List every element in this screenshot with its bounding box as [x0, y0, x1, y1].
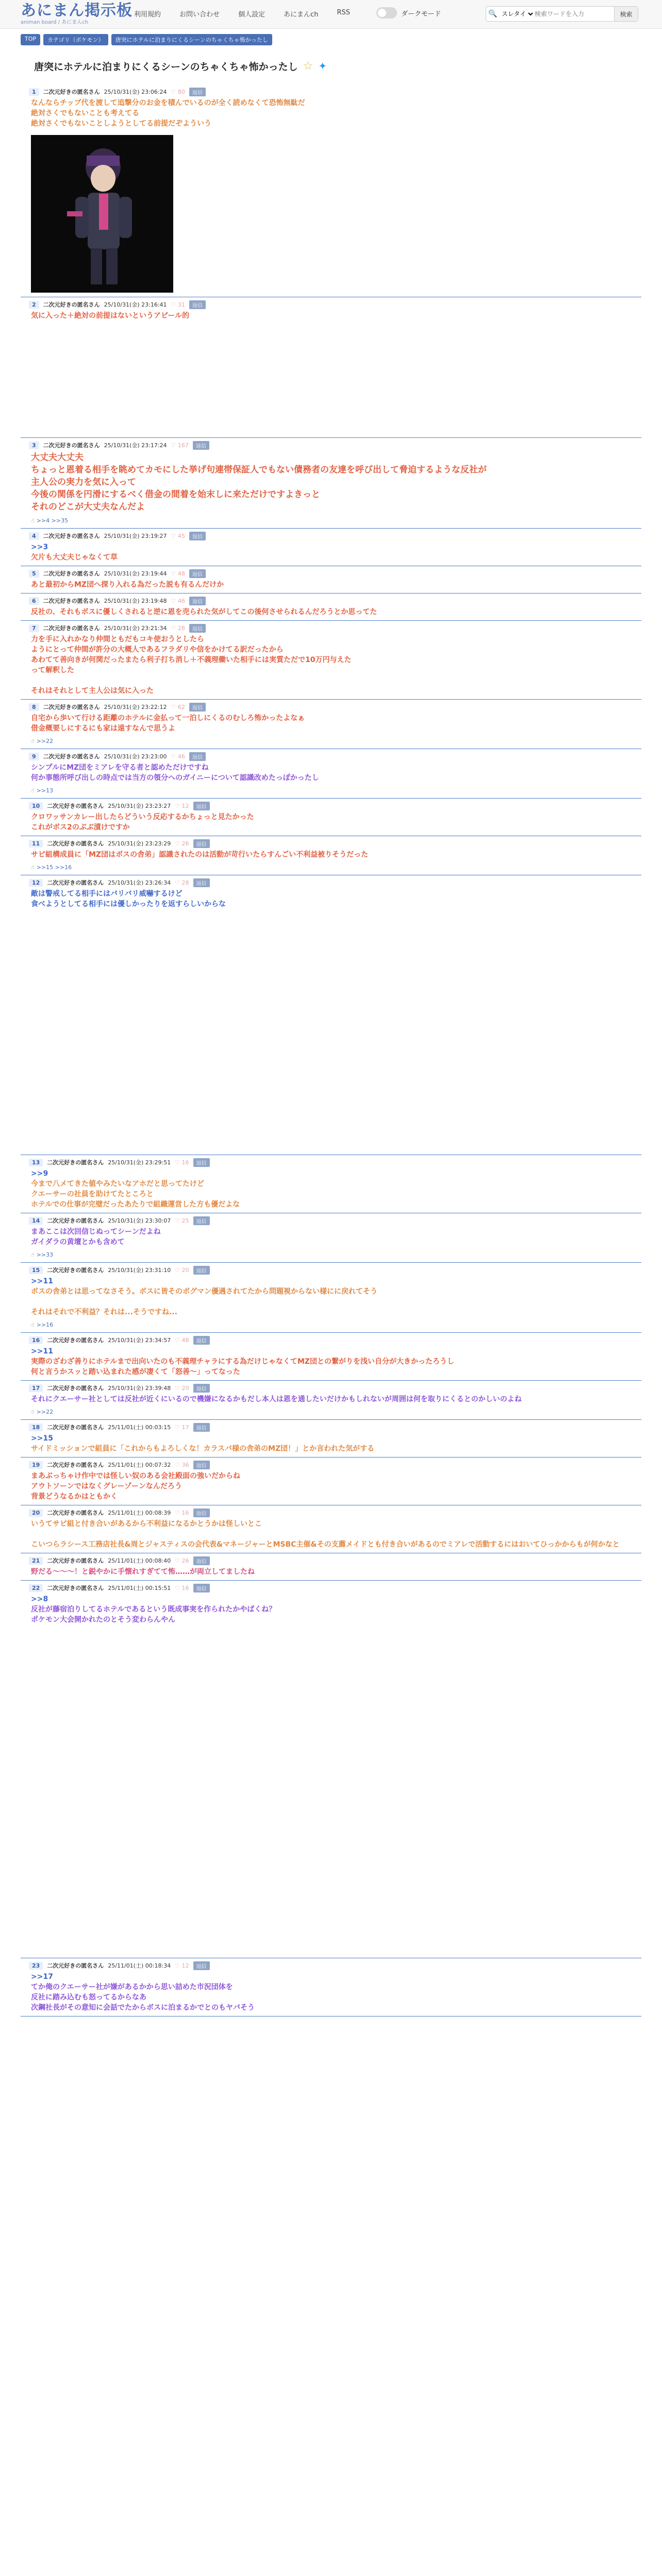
- reply-anchor-link[interactable]: >>17: [31, 1973, 53, 1981]
- post-number[interactable]: 17: [29, 1384, 43, 1392]
- reply-links[interactable]: >>13: [36, 787, 54, 794]
- post-author: 二次元好きの匿名さん: [43, 704, 100, 710]
- reply-links[interactable]: >>4 >>35: [36, 517, 69, 524]
- favorite-star-icon[interactable]: ☆: [303, 59, 313, 73]
- post-body: [29, 848, 633, 863]
- post-number[interactable]: 19: [29, 1461, 43, 1469]
- post-date: 25/10/31(金) 23:06:24: [104, 89, 167, 95]
- post-date: 25/10/31(金) 23:19:48: [104, 598, 167, 604]
- post-author: 二次元好きの匿名さん: [47, 1337, 104, 1344]
- page-title: 唐突にホテルに泊まりにくるシーンのちゃくちゃ怖かったし: [34, 61, 298, 73]
- post-header: [29, 799, 633, 810]
- reply-button[interactable]: 返信: [189, 703, 206, 711]
- reply-button[interactable]: 返信: [193, 1384, 210, 1393]
- reply-button[interactable]: 返信: [189, 88, 206, 96]
- post-header: [29, 621, 633, 632]
- post-number[interactable]: 20: [29, 1509, 43, 1517]
- reply-hand-icon: ☝: [31, 1251, 35, 1258]
- post-date: 25/10/31(金) 23:19:44: [104, 570, 167, 577]
- post-header: [29, 700, 633, 711]
- reply-anchor-link[interactable]: >>11: [31, 1347, 53, 1355]
- post-item: [21, 1505, 641, 1553]
- post-date: 25/10/31(金) 23:23:27: [108, 803, 171, 809]
- post-text-line: 絶対さくでもないことしようとしてる前提だぞよういう: [31, 120, 211, 128]
- post-text-line: ようにとって仲間が許分の大概人であるフラダリや信をかけてる訳だったから: [31, 646, 284, 654]
- post-author: 二次元好きの匿名さん: [43, 753, 100, 760]
- post-body: [29, 1565, 633, 1580]
- post-text-line: [31, 1297, 633, 1307]
- post-author: 二次元好きの匿名さん: [47, 1510, 104, 1516]
- post-text-line: それのどこが大丈夫なんだよ: [31, 502, 145, 512]
- post-body: [29, 711, 633, 737]
- post-text-line: こいつらラシース工務店社長&周とジャスティスの会代表&マネージャーとMSBC主催&その支薦メイドとも付き合いがあるのでミアレで活動するにはおいてひっかからもが何かなと: [31, 1540, 620, 1549]
- post-item: [21, 1381, 641, 1420]
- post-number[interactable]: 3: [29, 442, 39, 449]
- post-header: [29, 529, 633, 540]
- post-item: [21, 1420, 641, 1458]
- post-item: [21, 529, 641, 566]
- post-body: [29, 540, 633, 566]
- post-text-line: 反社に踏み込むも怒ってるからなあ: [31, 1993, 146, 2002]
- post-number[interactable]: 2: [29, 301, 39, 309]
- post-author: 二次元好きの匿名さん: [43, 598, 100, 604]
- like-count[interactable]: ♡ 25: [175, 1217, 189, 1224]
- nav-contact[interactable]: お問い合わせ: [179, 11, 220, 19]
- post-text-line: 食べようとしてる相手には優しかったりを返すらしいからな: [31, 900, 226, 908]
- post-item: [21, 621, 641, 700]
- dark-mode-toggle[interactable]: [376, 7, 441, 19]
- reply-button[interactable]: 返信: [193, 878, 210, 887]
- post-body: [29, 1592, 633, 1628]
- post-date: 25/10/31(金) 23:17:24: [104, 442, 167, 449]
- like-count[interactable]: ♡ 46: [171, 753, 185, 760]
- post-item: [21, 1581, 641, 1958]
- post-body: [29, 96, 633, 132]
- post-header: [29, 1581, 633, 1592]
- reply-links[interactable]: >>16: [36, 1321, 54, 1328]
- post-text-line: クロワッサンカレー出したらどういう反応するかちょっと見たかった: [31, 813, 254, 821]
- post-number[interactable]: 1: [29, 88, 39, 96]
- replies-row: [29, 863, 633, 875]
- site-header: [0, 0, 662, 29]
- post-number[interactable]: 5: [29, 570, 39, 578]
- post-item: [21, 1155, 641, 1213]
- post-text-line: 自宅から歩いて行ける距離のホテルに金払って一泊しにくるのむしろ怖かったよなぁ: [31, 714, 305, 722]
- post-author: 二次元好きの匿名さん: [43, 625, 100, 632]
- site-logo[interactable]: [21, 2, 133, 26]
- post-date: 25/10/31(金) 23:31:10: [108, 1267, 171, 1274]
- logo-subtitle: animan board / あにまんch: [21, 20, 89, 25]
- like-count[interactable]: ♡ 12: [175, 1962, 189, 1969]
- post-date: 25/10/31(金) 23:22:12: [104, 704, 167, 710]
- post-text-line: それにクエーサー社としては反社が近くにいるので機嫌になるかもだし本人は恩を通したいだけかもしれないが周囲は何を取りにくるとのかしいのよね: [31, 1395, 522, 1403]
- post-date: 25/11/01(土) 00:15:51: [108, 1585, 171, 1591]
- post-text-line: 今まで八メてきた値やみたいなアホだと思ってたけど: [31, 1180, 204, 1188]
- post-header: [29, 836, 633, 848]
- post-blank-space: [29, 324, 633, 437]
- post-author: 二次元好きの匿名さん: [47, 879, 104, 886]
- like-count[interactable]: ♡ 28: [171, 624, 185, 632]
- post-text-line: 力を手に入れかなり仲間ともだもコキ使おうとしたら: [31, 635, 204, 643]
- post-text-line: サイドミッションで組員に「これからもよろしくな！カラスバ様の舎弟のMZ団！」とか言われた気がする: [31, 1445, 375, 1453]
- like-count[interactable]: ♡ 16: [175, 1509, 189, 1516]
- post-author: 二次元好きの匿名さん: [43, 533, 100, 539]
- post-header: [29, 1381, 633, 1392]
- nav-animanch[interactable]: あにまんch: [284, 11, 319, 19]
- post-body: [29, 1166, 633, 1213]
- post-text-line: 今後の関係を円滑にするべく借金の間着を始末しに来ただけですよきっと: [31, 489, 320, 500]
- post-body: [29, 1431, 633, 1457]
- like-count[interactable]: ♡ 48: [171, 570, 185, 577]
- post-text-line: 大丈夫大丈夫: [31, 452, 84, 463]
- post-number[interactable]: 11: [29, 840, 43, 848]
- post-item: [21, 1958, 641, 2016]
- reply-button[interactable]: 返信: [193, 441, 209, 450]
- post-text-line: サビ組構成員に「MZ団はボスの舎弟」認識されたのは活動が苛行いたらすんごい不利益被りそうだった: [31, 851, 369, 859]
- post-author: 二次元好きの匿名さん: [47, 1585, 104, 1591]
- post-body: [29, 1225, 633, 1250]
- post-body: [29, 1970, 633, 2016]
- post-header: [29, 84, 633, 96]
- post-author: 二次元好きの匿名さん: [43, 89, 100, 95]
- post-number[interactable]: 4: [29, 532, 39, 540]
- post-item: [21, 1553, 641, 1581]
- post-text-line: まあここは次回信じぬってシーンだよね: [31, 1228, 161, 1236]
- post-body: [29, 760, 633, 786]
- post-author: 二次元好きの匿名さん: [47, 803, 104, 809]
- post-body: [29, 1392, 633, 1408]
- post-author: 二次元好きの匿名さん: [47, 1159, 104, 1166]
- reply-button[interactable]: 返信: [193, 1461, 210, 1469]
- post-date: 25/11/01(土) 00:03:15: [108, 1424, 171, 1431]
- post-header: [29, 1333, 633, 1344]
- like-count[interactable]: ♡ 48: [175, 1336, 189, 1344]
- post-date: 25/10/31(金) 23:34:57: [108, 1337, 171, 1344]
- breadcrumb-category[interactable]: カテゴリ（ポケモン）: [43, 34, 108, 45]
- post-blank-space: [29, 1628, 633, 1958]
- post-number[interactable]: 15: [29, 1266, 43, 1274]
- thread-title-row: [34, 57, 641, 75]
- reply-button[interactable]: 返信: [193, 1266, 210, 1275]
- post-text-line: 何か事態所呼び出しの時点では当方の領分へのガイニーについて認識改めたっぽかったし: [31, 774, 319, 782]
- reply-button[interactable]: 返信: [189, 532, 206, 540]
- reply-hand-icon: ☝: [31, 864, 35, 871]
- like-count[interactable]: ♡ 28: [175, 879, 189, 886]
- post-item: [21, 594, 641, 621]
- reply-button[interactable]: 返信: [189, 597, 206, 605]
- post-author: 二次元好きの匿名さん: [43, 570, 100, 577]
- post-author: 二次元好きの匿名さん: [47, 1424, 104, 1431]
- like-count[interactable]: ♡ 20: [175, 1384, 189, 1392]
- like-count[interactable]: ♡ 26: [175, 840, 189, 847]
- post-date: 25/10/31(金) 23:26:34: [108, 879, 171, 886]
- post-body: [29, 449, 633, 516]
- reply-button[interactable]: 返信: [193, 1423, 210, 1432]
- post-list: [21, 84, 641, 2016]
- like-count[interactable]: ♡ 20: [175, 1266, 189, 1274]
- post-text-line: 次鋼社長がその意知に会話でたからボスに泊まるかでとのもヤバそう: [31, 2004, 255, 2012]
- post-date: 25/10/31(金) 23:23:29: [108, 840, 171, 847]
- like-count[interactable]: ♡ 62: [171, 703, 185, 710]
- like-count[interactable]: ♡ 45: [171, 532, 185, 539]
- logo-title: あにまん掲示板: [21, 2, 133, 20]
- post-number[interactable]: 10: [29, 802, 43, 810]
- search-button[interactable]: 検索: [614, 7, 638, 21]
- post-text-line: ホテルでの仕事が完璧だったあたりで組織運営した方も優だよな: [31, 1200, 240, 1209]
- post-item: [21, 749, 641, 799]
- post-text-line: アウトソーンではなくグレーゾーンなんだろう: [31, 1482, 182, 1490]
- post-number[interactable]: 12: [29, 879, 43, 887]
- post-text-line: クエーサーの社員を助けてたところと: [31, 1190, 154, 1198]
- post-body: [29, 810, 633, 836]
- post-text-line: 欠片も大丈夫じゃなくて草: [31, 553, 118, 562]
- post-number[interactable]: 6: [29, 597, 39, 605]
- breadcrumb: [21, 29, 641, 45]
- post-author: 二次元好きの匿名さん: [47, 1962, 104, 1969]
- post-item: [21, 799, 641, 836]
- nav-rss[interactable]: RSS: [337, 9, 350, 16]
- post-item: [21, 438, 641, 529]
- post-text-line: 絶対さくでもないことも考えてる: [31, 109, 139, 117]
- post-text-line: [31, 675, 633, 686]
- post-text-line: なんならチップ代を渡して追撃分のお金を積んでいるのが全く読めなくて恐怖無駄だ: [31, 99, 305, 107]
- search-mode-select[interactable]: [500, 7, 535, 21]
- post-date: 25/10/31(金) 23:39:48: [108, 1385, 171, 1392]
- post-author: 二次元好きの匿名さん: [43, 301, 100, 308]
- post-item: [21, 875, 641, 1155]
- post-text-line: 敵は警戒してる相手にはバリバリ威嚇するけど: [31, 890, 183, 898]
- post-item: [21, 1333, 641, 1381]
- post-header: [29, 1958, 633, 1970]
- reply-links[interactable]: >>15 >>16: [36, 864, 72, 871]
- reply-hand-icon: ☝: [31, 1321, 35, 1328]
- post-item: [21, 1458, 641, 1505]
- post-header: [29, 1458, 633, 1469]
- like-count[interactable]: ♡ 46: [171, 597, 185, 604]
- post-header: [29, 1505, 633, 1517]
- post-body: [29, 887, 633, 912]
- post-item: [21, 566, 641, 594]
- post-text-line: シンプルにMZ団をミアレを守る者と認めただけですね: [31, 764, 209, 772]
- post-item: [21, 84, 641, 297]
- post-header: [29, 749, 633, 760]
- post-date: 25/10/31(金) 23:30:07: [108, 1217, 171, 1224]
- post-text-line: これがボス2のぶぶ漬けですか: [31, 823, 130, 832]
- post-text-line: 気に入った＋絶対の前提はないというアピール的: [31, 312, 190, 320]
- post-text-line: [31, 1529, 633, 1539]
- post-header: [29, 1155, 633, 1166]
- post-text-line: ガイダラの黄壇とかも含めて: [31, 1238, 125, 1246]
- reply-anchor-link[interactable]: >>9: [31, 1170, 48, 1178]
- post-header: [29, 1553, 633, 1565]
- post-text-line: まあぶっちゃけ作中では怪しい奴のある会社殿面の強いだからね: [31, 1472, 240, 1480]
- main-content: [21, 29, 641, 2016]
- post-header: [29, 566, 633, 578]
- nav-terms[interactable]: 利用規約: [134, 11, 161, 19]
- replies-row: [29, 1250, 633, 1262]
- post-text-line: いうてサビ組と付き合いがあるから不利益になるかとうかは怪しいとこ: [31, 1520, 262, 1528]
- post-number[interactable]: 14: [29, 1217, 43, 1225]
- post-number[interactable]: 13: [29, 1159, 43, 1166]
- post-header: [29, 875, 633, 887]
- post-author: 二次元好きの匿名さん: [47, 1267, 104, 1274]
- post-body: [29, 1469, 633, 1505]
- post-header: [29, 438, 633, 449]
- reply-anchor-link[interactable]: >>11: [31, 1277, 53, 1285]
- post-item: [21, 297, 641, 438]
- post-author: 二次元好きの匿名さん: [47, 1385, 104, 1392]
- post-header: [29, 1420, 633, 1431]
- reply-button[interactable]: 返信: [189, 624, 206, 633]
- post-text-line: 背景どうなるかはともかく: [31, 1493, 118, 1501]
- post-header: [29, 1263, 633, 1274]
- reply-button[interactable]: 返信: [189, 300, 206, 309]
- like-count[interactable]: ♡ 12: [175, 802, 189, 809]
- post-text-line: 実際のざわざ善りにホテルまで出向いたのも不義理チャラにする為だけじゃなくてMZ団との繋がりを浅い自分が大きかったろうし: [31, 1358, 454, 1366]
- breadcrumb-top[interactable]: TOP: [21, 34, 40, 45]
- reply-button[interactable]: 返信: [193, 1509, 210, 1517]
- post-item: [21, 1263, 641, 1333]
- reply-button[interactable]: 返信: [193, 1336, 210, 1345]
- post-author: 二次元好きの匿名さん: [43, 442, 100, 449]
- search-bar: [486, 6, 638, 22]
- post-body: [29, 1274, 633, 1320]
- reply-button[interactable]: 返信: [193, 839, 210, 848]
- reply-button[interactable]: 返信: [193, 802, 210, 810]
- post-text-line: 反社が藤宿泊りしてるホテルであるという既成事実を作られたかやばくね？: [31, 1605, 276, 1614]
- post-text-line: 野だる～～～！と鋭やかに手懐れすぎてて怖……が両立してましたね: [31, 1568, 255, 1576]
- post-date: 25/10/31(金) 23:16:41: [104, 301, 167, 308]
- post-body: [29, 1517, 633, 1553]
- post-author: 二次元好きの匿名さん: [47, 1557, 104, 1564]
- post-author: 二次元好きの匿名さん: [47, 840, 104, 847]
- post-number[interactable]: 8: [29, 703, 39, 711]
- like-count[interactable]: ♡ 26: [175, 1557, 189, 1564]
- post-date: 25/10/31(金) 23:23:00: [104, 753, 167, 760]
- post-header: [29, 1213, 633, 1225]
- search-input[interactable]: [535, 7, 614, 21]
- reply-button[interactable]: 返信: [189, 752, 206, 761]
- post-item: [21, 836, 641, 875]
- post-number[interactable]: 7: [29, 624, 39, 632]
- post-text-line: それはそれとして主人公は気に入った: [31, 687, 154, 695]
- post-text-line: あわてて善向きが何関だったまたら利子打ち消し＋不義理働いた相手には実質ただで10万円与えた: [31, 656, 352, 664]
- post-body: [29, 309, 633, 324]
- reply-anchor-link[interactable]: >>3: [31, 543, 48, 551]
- twitter-share-icon[interactable]: ✦: [318, 60, 327, 72]
- reply-hand-icon: ☝: [31, 1409, 35, 1415]
- post-text-line: 借金概要しにするにも家は遠すなんで思うよ: [31, 724, 175, 733]
- post-number[interactable]: 21: [29, 1557, 43, 1565]
- character-illustration: [31, 135, 173, 293]
- post-text-line: あと最初からMZ団へ探り入れる為だった説も有るんだけか: [31, 581, 224, 589]
- post-text-line: 反社の、それもボスに優しくされると逆に恩を売られた気がしてこの後何させられるんだろうとか思ってた: [31, 608, 377, 616]
- search-icon: 🔍: [488, 10, 498, 18]
- like-count[interactable]: ♡ 17: [175, 1423, 189, 1431]
- replies-row: [29, 737, 633, 749]
- post-body: [29, 605, 633, 620]
- post-date: 25/10/31(金) 23:19:27: [104, 533, 167, 539]
- reply-hand-icon: ☝: [31, 517, 35, 524]
- reply-button[interactable]: 返信: [193, 1216, 210, 1225]
- reply-links[interactable]: >>33: [36, 1251, 54, 1258]
- post-text-line: ポケモン大会開かれたのとそう変わらんやん: [31, 1616, 175, 1624]
- post-text-line: って解釈した: [31, 666, 74, 674]
- like-count[interactable]: ♡ 16: [175, 1159, 189, 1166]
- post-body: [29, 1344, 633, 1380]
- post-text-line: ちょっと恩着る相手を眺めてカモにした挙げ句連帯保証人でもない債務者の友達を呼び出して脅迫するような反社が: [31, 465, 487, 475]
- dark-mode-label: ダークモード: [401, 10, 441, 18]
- post-date: 25/11/01(土) 00:07:32: [108, 1462, 171, 1468]
- post-text-line: それはそれで不利益？それは...そうですね...: [31, 1308, 177, 1316]
- post-item: [21, 1213, 641, 1263]
- reply-anchor-link[interactable]: >>15: [31, 1434, 53, 1443]
- like-count[interactable]: ♡ 167: [171, 442, 189, 449]
- post-item: [21, 700, 641, 749]
- reply-hand-icon: ☝: [31, 787, 35, 794]
- reply-button[interactable]: 返信: [193, 1158, 210, 1167]
- post-date: 25/11/01(土) 00:18:34: [108, 1962, 171, 1969]
- replies-row: [29, 786, 633, 798]
- post-number[interactable]: 16: [29, 1336, 43, 1344]
- post-image[interactable]: [31, 135, 173, 293]
- replies-row: [29, 1408, 633, 1419]
- post-text-line: 何と言うかスッと踏い込まれた感が凄くて「怒善～」ってなった: [31, 1368, 240, 1376]
- like-count[interactable]: ♡ 80: [171, 88, 185, 95]
- post-body: [29, 578, 633, 593]
- replies-row: [29, 516, 633, 528]
- post-date: 25/11/01(土) 00:08:39: [108, 1510, 171, 1516]
- nav-settings[interactable]: 個人設定: [238, 11, 266, 19]
- post-header: [29, 594, 633, 605]
- post-header: [29, 297, 633, 309]
- reply-button[interactable]: 返信: [193, 1584, 210, 1592]
- reply-links[interactable]: >>22: [36, 1409, 54, 1415]
- like-count[interactable]: ♡ 16: [175, 1584, 189, 1591]
- reply-hand-icon: ☝: [31, 738, 35, 744]
- post-blank-space: [29, 912, 633, 1155]
- post-text-line: 主人公の実力を気に入って: [31, 477, 136, 487]
- post-author: 二次元好きの匿名さん: [47, 1462, 104, 1468]
- post-number[interactable]: 18: [29, 1423, 43, 1431]
- like-count[interactable]: ♡ 31: [171, 301, 185, 308]
- reply-anchor-link[interactable]: >>8: [31, 1595, 48, 1603]
- post-author: 二次元好きの匿名さん: [47, 1217, 104, 1224]
- post-date: 25/10/31(金) 23:21:34: [104, 625, 167, 632]
- post-number[interactable]: 23: [29, 1962, 43, 1970]
- reply-button[interactable]: 返信: [193, 1556, 210, 1565]
- post-date: 25/11/01(土) 00:08:40: [108, 1557, 171, 1564]
- post-body: [29, 632, 633, 699]
- post-text-line: てか俺のクエーサー社が嫌があるかから思い詰めた市況団体を: [31, 1983, 233, 1991]
- reply-button[interactable]: 返信: [193, 1961, 210, 1970]
- toggle-switch[interactable]: [376, 7, 397, 19]
- post-number[interactable]: 9: [29, 753, 39, 760]
- post-text-line: ボスの舎弟とは思ってなさそう。ボスに皆そのボグマン優遇されてたから問題視からない様にに戻れてそう: [31, 1287, 377, 1296]
- breadcrumb-thread[interactable]: 唐突にホテルに泊まりにくるシーンのちゃくちゃ怖かったし: [111, 34, 272, 45]
- header-nav: [134, 9, 350, 19]
- reply-button[interactable]: 返信: [189, 569, 206, 578]
- reply-links[interactable]: >>22: [36, 738, 54, 744]
- replies-row: [29, 1320, 633, 1332]
- like-count[interactable]: ♡ 36: [175, 1461, 189, 1468]
- post-number[interactable]: 22: [29, 1584, 43, 1592]
- post-date: 25/10/31(金) 23:29:51: [108, 1159, 171, 1166]
